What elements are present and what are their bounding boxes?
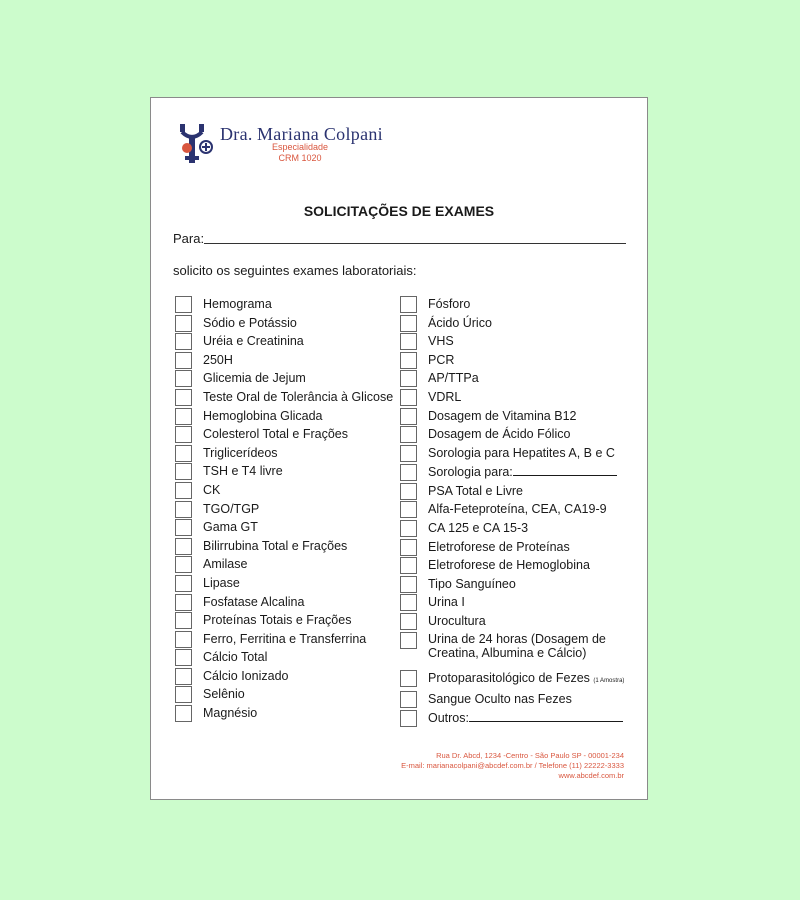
checkbox[interactable] <box>400 670 417 687</box>
checkbox[interactable] <box>175 333 192 350</box>
checkbox[interactable] <box>400 594 417 611</box>
checkbox[interactable] <box>400 352 417 369</box>
checklist-item[interactable] <box>400 483 628 500</box>
checkbox[interactable] <box>400 632 417 649</box>
checklist-item[interactable] <box>175 705 393 722</box>
checkbox[interactable] <box>400 296 417 313</box>
checkbox[interactable] <box>175 370 192 387</box>
checkbox[interactable] <box>175 352 192 369</box>
checklist-item[interactable] <box>400 520 628 537</box>
item-label: Urocultura <box>428 613 486 628</box>
checkbox[interactable] <box>400 576 417 593</box>
item-label: Magnésio <box>203 706 258 721</box>
item-label: Uréia e Creatinina <box>203 334 304 349</box>
checklist-item[interactable] <box>175 594 393 611</box>
checklist-item[interactable] <box>400 557 628 574</box>
checklist-item[interactable] <box>175 463 393 480</box>
checklist-item[interactable] <box>175 538 393 555</box>
checklist-item[interactable] <box>400 352 628 369</box>
checkbox[interactable] <box>175 315 192 332</box>
item-label: TGO/TGP <box>203 501 260 516</box>
checklist-item[interactable] <box>175 668 393 685</box>
medical-logo-icon <box>177 122 217 166</box>
item-label: Ferro, Ferritina e Transferrina <box>203 631 367 646</box>
checkbox[interactable] <box>400 333 417 350</box>
footer-address: Rua Dr. Abcd, 1234 -Centro - São Paulo SP - 00001-234 <box>436 751 624 760</box>
checklist-item[interactable] <box>400 594 628 611</box>
item-label: CK <box>203 482 221 497</box>
checkbox[interactable] <box>175 575 192 592</box>
checklist-item[interactable] <box>400 426 628 443</box>
checklist-item-protoparasitologico[interactable] <box>400 670 628 689</box>
outros-fill-line[interactable] <box>469 711 623 722</box>
checkbox[interactable] <box>175 556 192 573</box>
specialty-block <box>272 142 328 164</box>
checklist-item[interactable] <box>175 426 393 443</box>
para-label: Para: <box>173 231 205 246</box>
item-label: Sorologia para: <box>428 464 513 479</box>
item-label: Selênio <box>203 687 245 702</box>
checklist-item[interactable] <box>175 649 393 666</box>
checklist-item[interactable] <box>175 352 393 369</box>
item-label: Sangue Oculto nas Fezes <box>428 691 572 706</box>
item-label: Cálcio Total <box>203 650 268 665</box>
checkbox[interactable] <box>400 520 417 537</box>
item-label: Ácido Úrico <box>428 315 492 330</box>
item-label: Amilase <box>203 557 248 572</box>
checkbox[interactable] <box>400 483 417 500</box>
checklist-item[interactable] <box>400 333 628 350</box>
checklist-item[interactable] <box>400 296 628 313</box>
item-label: Sorologia para Hepatites A, B e C <box>428 445 615 460</box>
item-label: PSA Total e Livre <box>428 483 523 498</box>
item-label: Outros: <box>428 710 469 725</box>
checkbox[interactable] <box>400 691 417 708</box>
checklist-item-sangue-oculto[interactable] <box>400 691 628 708</box>
checkbox[interactable] <box>400 389 417 406</box>
footer-contact <box>401 751 624 781</box>
item-label: Gama GT <box>203 520 258 535</box>
item-label: Colesterol Total e Frações <box>203 427 348 442</box>
checklist-item[interactable] <box>175 631 393 648</box>
item-label: Proteínas Totais e Frações <box>203 613 352 628</box>
exam-request-form <box>150 97 648 800</box>
checklist-item[interactable] <box>400 501 628 518</box>
checkbox[interactable] <box>400 315 417 332</box>
item-label: Lipase <box>203 575 240 590</box>
item-label: Teste Oral de Tolerância à Glicose <box>203 389 394 404</box>
checklist-item[interactable] <box>400 370 628 387</box>
item-label: Tipo Sanguíneo <box>428 576 516 591</box>
checkbox[interactable] <box>175 612 192 629</box>
item-label: Fósforo <box>428 297 471 311</box>
checklist-item[interactable] <box>175 296 393 313</box>
checklist-item-sorologia-para[interactable] <box>400 464 628 481</box>
checklist-item-outros[interactable] <box>400 710 628 727</box>
item-label: VHS <box>428 334 454 349</box>
checklist-item[interactable] <box>400 576 628 593</box>
item-label: Hemoglobina Glicada <box>203 408 323 423</box>
checkbox[interactable] <box>400 426 417 443</box>
item-label: TSH e T4 livre <box>203 464 283 479</box>
checkbox[interactable] <box>400 613 417 630</box>
item-label: Hemograma <box>203 297 272 311</box>
intro-text: solicito os seguintes exames laboratoriais: <box>173 263 417 278</box>
footer-email-phone: E-mail: marianacolpani@abcdef.com.br / Telefone (11) 22222-3333 <box>401 761 624 770</box>
item-label: Bilirrubina Total e Frações <box>203 538 348 553</box>
checklist-item[interactable] <box>175 333 393 350</box>
item-label: Urina de 24 horas (Dosagem de Creatina, Albumina e Cálcio) <box>428 631 606 660</box>
checklist-item[interactable] <box>175 389 393 406</box>
checkbox[interactable] <box>175 445 192 462</box>
form-title: SOLICITAÇÕES DE EXAMES <box>303 203 495 219</box>
checklist-item[interactable] <box>175 482 393 499</box>
left-exam-column <box>175 296 393 722</box>
item-label: Fosfatase Alcalina <box>203 594 305 609</box>
item-label: VDRL <box>428 389 462 404</box>
item-note: (1 Amostra) <box>593 677 625 684</box>
item-label: Eletroforese de Proteínas <box>428 539 570 554</box>
checkbox[interactable] <box>400 370 417 387</box>
item-label: PCR <box>428 352 455 367</box>
checklist-item[interactable] <box>175 501 393 518</box>
checkbox[interactable] <box>175 463 192 480</box>
checkbox[interactable] <box>175 538 192 555</box>
specialty-text: Especialidade <box>272 142 329 152</box>
checklist-item[interactable] <box>175 556 393 573</box>
checklist-item[interactable] <box>175 686 393 703</box>
doctor-full-name: Mariana Colpani <box>257 124 383 144</box>
checkbox[interactable] <box>175 631 192 648</box>
item-label: Dosagem de Vitamina B12 <box>428 408 577 423</box>
checkbox[interactable] <box>175 519 192 536</box>
checkbox[interactable] <box>400 408 417 425</box>
item-label: Dosagem de Ácido Fólico <box>428 427 571 442</box>
checklist-item[interactable] <box>175 408 393 425</box>
item-label: Triglicerídeos <box>203 445 278 460</box>
checkbox[interactable] <box>175 594 192 611</box>
right-exam-column <box>400 296 628 727</box>
checkbox[interactable] <box>175 501 192 518</box>
checkbox[interactable] <box>175 668 192 685</box>
checklist-item[interactable] <box>400 408 628 425</box>
item-label: Urina I <box>428 595 465 610</box>
item-label: Sódio e Potássio <box>203 315 297 330</box>
sorologia-fill-line[interactable] <box>513 465 617 476</box>
checkbox[interactable] <box>400 464 417 481</box>
checklist-item[interactable] <box>175 519 393 536</box>
checkbox[interactable] <box>400 445 417 462</box>
checkbox[interactable] <box>175 686 192 703</box>
para-fill-line[interactable] <box>204 243 626 244</box>
checklist-item[interactable] <box>400 445 628 462</box>
item-label: Glicemia de Jejum <box>203 371 306 386</box>
checkbox[interactable] <box>175 649 192 666</box>
checklist-item[interactable] <box>175 370 393 387</box>
checkbox[interactable] <box>175 389 192 406</box>
item-label: Eletroforese de Hemoglobina <box>428 558 590 573</box>
checklist-item[interactable] <box>400 315 628 332</box>
checklist-item[interactable] <box>175 575 393 592</box>
item-label: Cálcio Ionizado <box>203 668 289 683</box>
doctor-title: Dra. <box>220 124 253 144</box>
item-label: CA 125 e CA 15-3 <box>428 520 529 535</box>
checkbox[interactable] <box>400 557 417 574</box>
checklist-item-urina-24h[interactable] <box>400 632 628 660</box>
crm-number: CRM 1020 <box>278 153 322 163</box>
item-label: AP/TTPa <box>428 371 479 386</box>
checklist-item[interactable] <box>175 315 393 332</box>
checkbox[interactable] <box>175 296 192 313</box>
checkbox[interactable] <box>400 710 417 727</box>
checklist-item[interactable] <box>400 539 628 556</box>
checklist-item[interactable] <box>400 389 628 406</box>
checkbox[interactable] <box>400 539 417 556</box>
footer-website: www.abcdef.com.br <box>558 771 624 780</box>
item-label: Alfa-Feteproteína, CEA, CA19-9 <box>428 502 607 517</box>
checklist-item[interactable] <box>175 445 393 462</box>
checklist-item[interactable] <box>400 613 628 630</box>
checkbox[interactable] <box>400 501 417 518</box>
checkbox[interactable] <box>175 482 192 499</box>
checklist-item[interactable] <box>175 612 393 629</box>
checkbox[interactable] <box>175 705 192 722</box>
checkbox[interactable] <box>175 426 192 443</box>
checkbox[interactable] <box>175 408 192 425</box>
item-label: 250H <box>203 352 233 367</box>
item-label: Protoparasitológico de Fezes <box>428 670 590 685</box>
